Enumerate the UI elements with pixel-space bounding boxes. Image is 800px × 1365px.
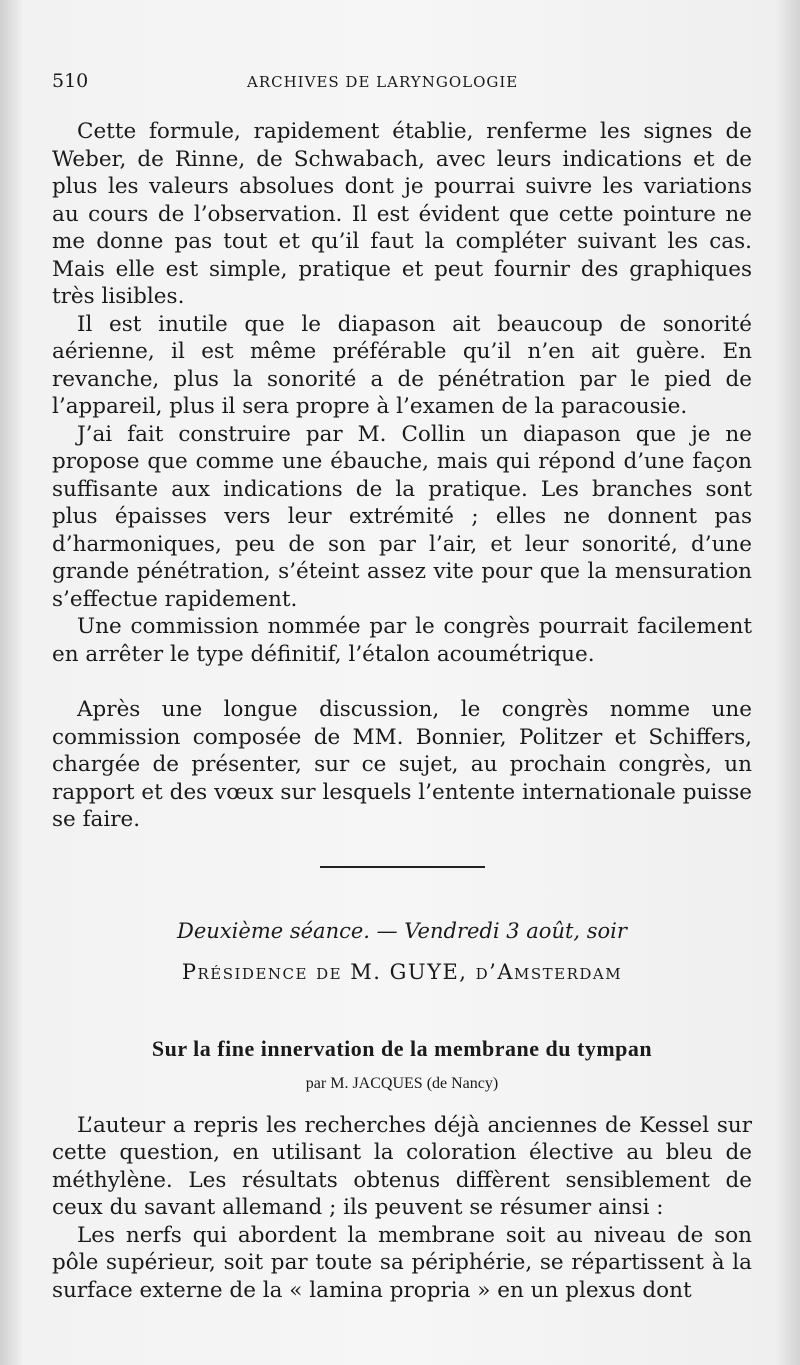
paragraph-collin-diapason: J’ai fait construire par M. Collin un diapason que je ne propose que comme une ébauche, mais qui répond d’une façon suffisante aux indications de la pratique. Les branches sont plus épaisses vers leur extrémité ; elles ne donnent pas d’harmoniques, peu de son par l’air, et leur sonorité, d’une grande pénétration, s’éteint assez vite pour que la mensuration s’effectue rapidement. [52,421,752,612]
journal-title: ARCHIVES DE LARYNGOLOGIE [247,73,519,91]
article-paragraph-intro: L’auteur a repris les recherches déjà anciennes de Kessel sur cette question, en utilisant la coloration élective au bleu de méthylène. Les résultats obtenus diffèrent sensiblement de ceux du savant allemand ; ils peuvent se résumer ainsi : [52,1112,752,1220]
paragraph-discussion: Après une longue discussion, le congrès nomme une commission composée de MM. Bonnier, Politzer et Schiffers, chargée de présenter, sur ce sujet, au prochain congrès, un rapport et des vœux sur lesquels l’entente internationale puisse se faire. [52,697,752,832]
paragraph-diapason-sonority: Il est inutile que le diapason ait beaucoup de sonorité aérienne, il est même préférable qu’il n’en ait guère. En revanche, plus la sonorité a de pénétration par le pied de l’appareil, plus il sera propre à l’examen de la paracousie. [52,311,752,419]
session-title: Deuxième séance. — Vendredi 3 août, soir [177,918,627,943]
paragraph-formula: Cette formule, rapidement établie, renferme les signes de Weber, de Rinne, de Schwabach, avec leurs indications et de plus les valeurs absolues dont je pourrai suivre les variations au cours de l’observation. Il est évident que cette pointure ne me donne pas tout et qu’il faut la compléter suivant les cas. Mais elle est simple, pratique et peut fournir des graphiques très lisibles. [52,119,752,309]
article-byline: par M. JACQUES (de Nancy) [305,1075,499,1092]
page-number: 510 [52,70,89,92]
running-head [52,70,752,98]
article-paragraph-nerves: Les nerfs qui abordent la membrane soit au niveau de son pôle supérieur, soit par toute sa périphérie, se répartissent à la surface externe de la « lamina propria » en un plexus dont [52,1222,752,1303]
paragraph-commission: Une commission nommée par le congrès pourrait facilement en arrêter le type définitif, l’étalon acoumétrique. [52,614,752,667]
session-presidence: Présidence de M. GUYE, d’Amsterdam [181,960,623,984]
body-text [52,118,752,1304]
section-divider [320,866,485,868]
article-title: Sur la fine innervation de la membrane du tympan [151,1035,653,1061]
